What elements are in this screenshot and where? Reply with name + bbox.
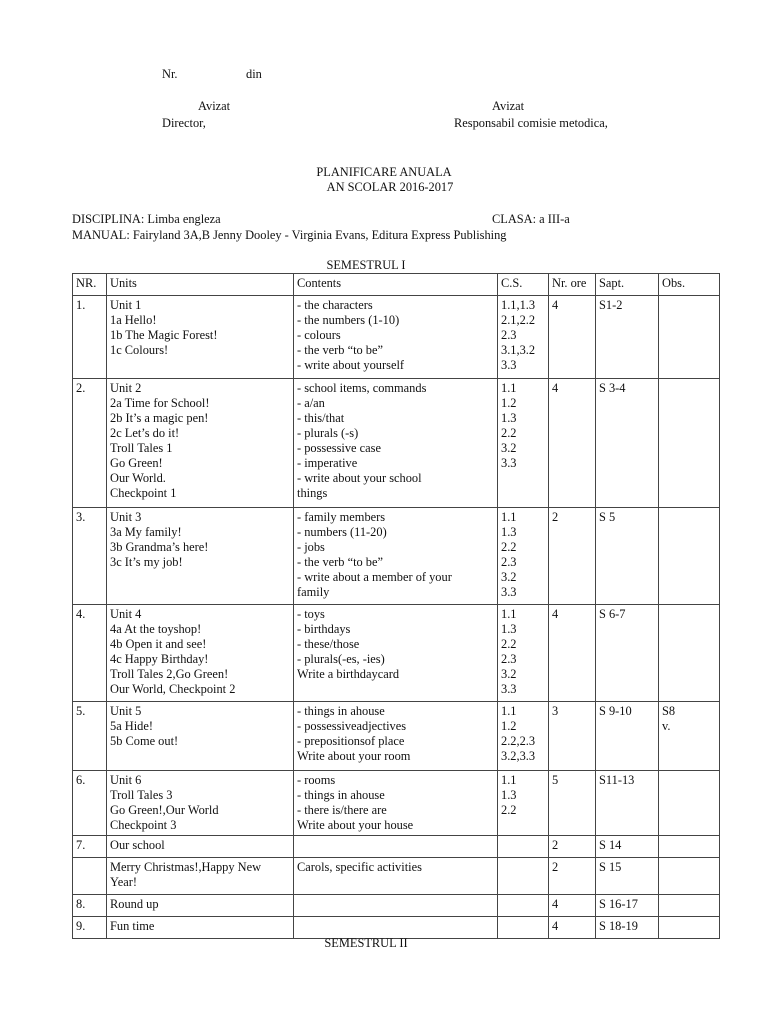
unit-line: Our World. [110,471,166,485]
cell-nr-ore: 3 [549,702,596,771]
table-row [73,702,720,771]
cell-sapt: S 3-4 [596,379,659,508]
content-line: - the characters [297,298,373,312]
unit-line: 1a Hello! [110,313,157,327]
cell-units [107,379,294,508]
cell-nr-ore: 2 [549,508,596,605]
document-title: PLANIFICARE ANUALA [316,165,452,179]
header-sapt: Sapt. [596,274,659,296]
avizat-left: Avizat [198,99,231,113]
cell-contents [294,379,498,508]
content-line: family [297,585,330,599]
clasa-line: CLASA: a III-a [492,212,570,226]
cell-sapt: S 6-7 [596,605,659,702]
content-line: - write about a member of your [297,570,452,584]
unit-line: Unit 3 [110,510,142,524]
unit-line: Unit 2 [110,381,142,395]
cell-obs [659,605,720,702]
unit-line: 5b Come out! [110,734,179,748]
cell-contents [294,771,498,836]
unit-line: 2a Time for School! [110,396,210,410]
cs-line: 2.2 [501,426,517,440]
unit-line: 4c Happy Birthday! [110,652,209,666]
cell-nr [73,858,107,895]
cs-line: 2.2 [501,540,517,554]
cell-units [107,605,294,702]
cs-line: 1.3 [501,622,517,636]
cs-line: 3.3 [501,456,517,470]
document-subtitle: AN SCOLAR 2016-2017 [326,180,454,194]
cell-obs [659,508,720,605]
cell-obs [659,836,720,858]
unit-line: Round up [110,897,159,911]
manual-line: MANUAL: Fairyland 3A,B Jenny Dooley - Virginia Evans, Editura Express Publishing [72,228,507,242]
unit-line: Our school [110,838,165,852]
cell-nr: 2. [73,379,107,508]
table-row [73,379,720,508]
cs-line: 2.2 [501,637,517,651]
cs-line: 1.3 [501,788,517,802]
header-contents: Contents [294,274,498,296]
cs-line: 3.3 [501,585,517,599]
semester-2-heading: SEMESTRUL II [324,936,408,950]
content-line: - plurals(-es, -ies) [297,652,385,666]
unit-line: 2b It’s a magic pen! [110,411,209,425]
cell-cs [498,605,549,702]
unit-line: Troll Tales 3 [110,788,173,802]
content-line: - write about yourself [297,358,405,372]
cell-cs [498,895,549,917]
cell-nr: 1. [73,296,107,379]
disciplina-line: DISCIPLINA: Limba engleza [72,212,221,226]
cell-contents [294,702,498,771]
cell-nr-ore: 4 [549,895,596,917]
cell-units [107,508,294,605]
cs-line: 1.1,1.3 [501,298,536,312]
cell-cs [498,379,549,508]
cell-sapt: S 9-10 [596,702,659,771]
cell-contents [294,895,498,917]
unit-line: 3c It’s my job! [110,555,183,569]
table-row [73,858,720,895]
cell-sapt: S 14 [596,836,659,858]
cell-cs [498,836,549,858]
cs-line: 3.3 [501,358,517,372]
semester-1-heading: SEMESTRUL I [326,258,406,272]
table-row [73,508,720,605]
cell-contents [294,296,498,379]
table-row [73,605,720,702]
unit-line: 4b Open it and see! [110,637,207,651]
content-line: - toys [297,607,325,621]
content-line: - write about your school [297,471,422,485]
unit-line: Checkpoint 1 [110,486,177,500]
cell-sapt: S 16-17 [596,895,659,917]
table-row [73,836,720,858]
unit-line: Year! [110,875,137,889]
content-line: - colours [297,328,341,342]
cell-sapt: S1-2 [596,296,659,379]
content-line: Write a birthdaycard [297,667,400,681]
unit-line: Go Green! [110,456,163,470]
unit-line: 1c Colours! [110,343,169,357]
din-label: din [246,67,262,81]
cell-nr: 3. [73,508,107,605]
cell-obs [659,702,720,771]
content-line: - plurals (-s) [297,426,359,440]
cell-nr: 5. [73,702,107,771]
planning-table [72,273,720,939]
cs-line: 1.1 [501,381,517,395]
cell-obs [659,379,720,508]
unit-line: Troll Tales 2,Go Green! [110,667,229,681]
responsabil-label: Responsabil comisie metodica, [454,116,608,130]
cell-contents [294,836,498,858]
cell-obs [659,771,720,836]
content-line: - the verb “to be” [297,343,384,357]
cs-line: 3.2,3.3 [501,749,536,763]
cell-nr: 4. [73,605,107,702]
cell-cs [498,296,549,379]
content-line: - things in ahouse [297,704,385,718]
cell-nr: 6. [73,771,107,836]
cs-line: 2.2,2.3 [501,734,536,748]
cs-line: 1.1 [501,773,517,787]
content-line: - jobs [297,540,325,554]
avizat-right: Avizat [492,99,525,113]
content-line: - the numbers (1-10) [297,313,400,327]
cs-line: 3.2 [501,570,517,584]
cell-cs [498,702,549,771]
unit-line: Checkpoint 3 [110,818,177,832]
cell-contents [294,508,498,605]
cell-units [107,858,294,895]
unit-line: 2c Let’s do it! [110,426,180,440]
table-header-row [73,274,720,296]
cell-obs [659,296,720,379]
cell-contents [294,605,498,702]
cs-line: 2.1,2.2 [501,313,536,327]
content-line: - this/that [297,411,345,425]
cs-line: 2.3 [501,555,517,569]
obs-line: v. [662,719,671,733]
content-line: Carols, specific activities [297,860,422,874]
obs-line: S8 [662,704,676,718]
cell-nr: 9. [73,917,107,939]
cell-contents [294,858,498,895]
cs-line: 1.1 [501,704,517,718]
content-line: things [297,486,328,500]
content-line: - things in ahouse [297,788,385,802]
cell-sapt: S 18-19 [596,917,659,939]
content-line: - numbers (11-20) [297,525,387,539]
unit-line: Unit 4 [110,607,142,621]
cell-units [107,895,294,917]
table-row [73,895,720,917]
cell-cs [498,771,549,836]
content-line: - imperative [297,456,358,470]
content-line: - school items, commands [297,381,427,395]
cell-units [107,296,294,379]
director-label: Director, [162,116,206,130]
header-nr: NR. [73,274,107,296]
cs-line: 1.3 [501,411,517,425]
cell-nr-ore: 2 [549,858,596,895]
cell-units [107,771,294,836]
unit-line: Go Green!,Our World [110,803,219,817]
content-line: Write about your room [297,749,411,763]
unit-line: 3b Grandma’s here! [110,540,209,554]
cs-line: 2.2 [501,803,517,817]
unit-line: Our World, Checkpoint 2 [110,682,236,696]
cell-units [107,836,294,858]
content-line: - possessive case [297,441,381,455]
content-line: - a/an [297,396,325,410]
unit-line: Fun time [110,919,155,933]
unit-line: 4a At the toyshop! [110,622,202,636]
unit-line: 3a My family! [110,525,182,539]
cell-nr-ore: 4 [549,917,596,939]
nr-label: Nr. [162,67,178,81]
cs-line: 3.2 [501,667,517,681]
cell-sapt: S11-13 [596,771,659,836]
cell-sapt: S 15 [596,858,659,895]
unit-line: Merry Christmas!,Happy New [110,860,262,874]
cell-nr: 7. [73,836,107,858]
cs-line: 1.2 [501,396,517,410]
cell-nr-ore: 4 [549,605,596,702]
cell-nr-ore: 5 [549,771,596,836]
cell-nr-ore: 2 [549,836,596,858]
unit-line: 1b The Magic Forest! [110,328,218,342]
cs-line: 2.3 [501,328,517,342]
content-line: Write about your house [297,818,414,832]
content-line: - prepositionsof place [297,734,405,748]
cell-obs [659,858,720,895]
header-units: Units [107,274,294,296]
unit-line: 5a Hide! [110,719,154,733]
cs-line: 3.1,3.2 [501,343,536,357]
cs-line: 1.2 [501,719,517,733]
content-line: - rooms [297,773,336,787]
header-obs: Obs. [659,274,720,296]
cs-line: 1.1 [501,607,517,621]
content-line: - there is/there are [297,803,387,817]
cs-line: 2.3 [501,652,517,666]
cell-nr-ore: 4 [549,379,596,508]
unit-line: Troll Tales 1 [110,441,173,455]
cell-nr-ore: 4 [549,296,596,379]
cs-line: 3.3 [501,682,517,696]
cs-line: 1.1 [501,510,517,524]
content-line: - possessiveadjectives [297,719,407,733]
unit-line: Unit 6 [110,773,142,787]
cell-cs [498,858,549,895]
table-row [73,771,720,836]
content-line: - these/those [297,637,360,651]
cs-line: 1.3 [501,525,517,539]
table-row [73,296,720,379]
unit-line: Unit 5 [110,704,142,718]
cell-obs [659,895,720,917]
cs-line: 3.2 [501,441,517,455]
cell-cs [498,508,549,605]
unit-line: Unit 1 [110,298,142,312]
content-line: - family members [297,510,386,524]
cell-nr: 8. [73,895,107,917]
cell-units [107,702,294,771]
header-nr-ore: Nr. ore [549,274,596,296]
content-line: - the verb “to be” [297,555,384,569]
cell-sapt: S 5 [596,508,659,605]
content-line: - birthdays [297,622,351,636]
header-cs: C.S. [498,274,549,296]
